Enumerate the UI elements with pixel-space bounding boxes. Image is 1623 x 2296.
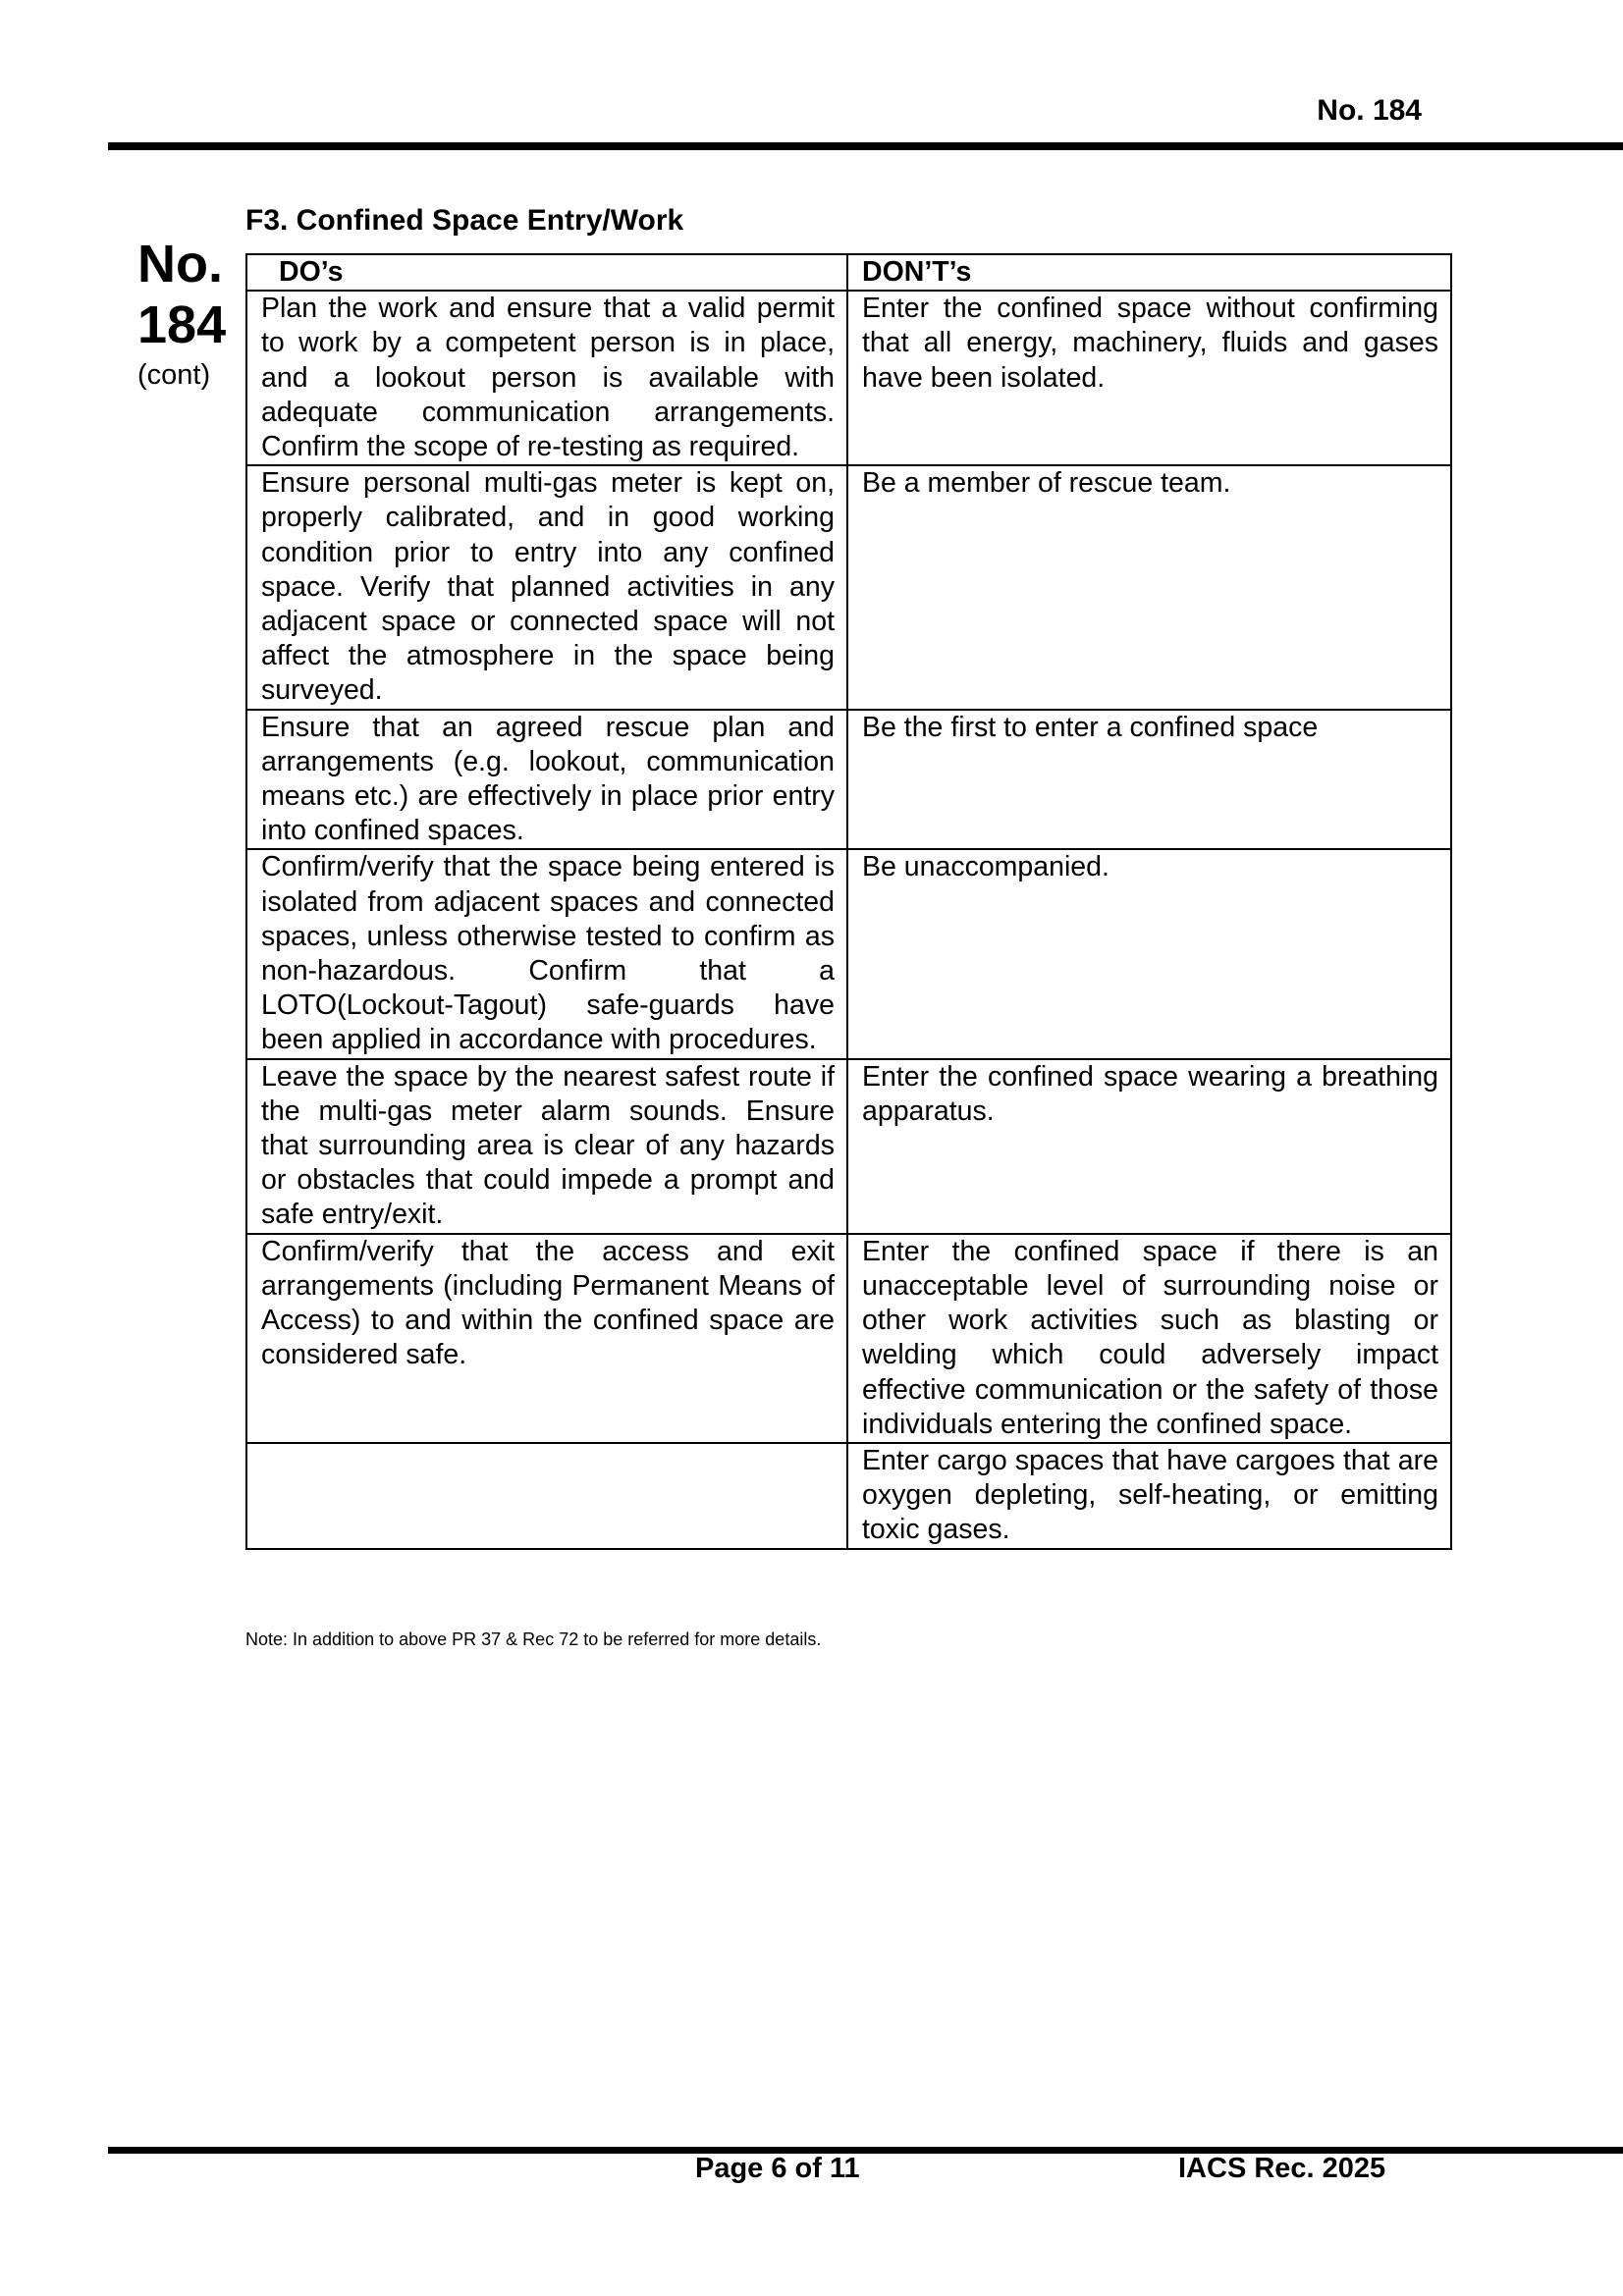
header-document-number: No. 184 <box>1317 94 1422 127</box>
dont-cell: Enter cargo spaces that have cargoes that are oxygen depleting, self-heating, or emitting toxic gases. <box>847 1443 1451 1549</box>
footnote: Note: In addition to above PR 37 & Rec 72 to be referred for more details. <box>245 1629 822 1649</box>
table-header-row <box>246 254 1451 291</box>
table-row <box>246 849 1451 1058</box>
do-cell-empty <box>246 1443 847 1549</box>
page-number: Page 6 of 11 <box>695 2153 860 2184</box>
table-row <box>246 1234 1451 1443</box>
table-row <box>246 465 1451 709</box>
dos-donts-table <box>245 253 1452 1550</box>
table-row <box>246 291 1451 465</box>
table-row <box>246 710 1451 850</box>
do-cell: Ensure personal multi-gas meter is kept on, properly calibrated, and in good working condition prior to entry into any confined space. Verify that planned activities in any adjacent space or connected space will not affect the atmosphere in the space being surveyed. <box>246 465 847 709</box>
dont-cell: Be a member of rescue team. <box>847 465 1451 709</box>
header-divider <box>108 142 1623 150</box>
side-label-cont: (cont) <box>137 359 211 391</box>
do-cell: Plan the work and ensure that a valid permit to work by a competent person is in place, and a lookout person is available with adequate communication arrangements. Confirm the scope of re-testing as required. <box>246 291 847 465</box>
do-cell: Confirm/verify that the access and exit arrangements (including Permanent Means of Access) to and within the confined space are considered safe. <box>246 1234 847 1443</box>
table-row <box>246 1059 1451 1234</box>
footer-divider <box>108 2147 1623 2154</box>
side-label-number: 184 <box>137 295 227 354</box>
do-cell: Leave the space by the nearest safest route if the multi-gas meter alarm sounds. Ensure that surrounding area is clear of any hazards or obstacles that could impede a prompt and safe entry/exit. <box>246 1059 847 1234</box>
dont-cell: Enter the confined space if there is an unacceptable level of surrounding noise or other work activities such as blasting or welding which could adversely impact effective communication or the safety of those individuals entering the confined space. <box>847 1234 1451 1443</box>
dont-cell: Be unaccompanied. <box>847 849 1451 1058</box>
do-cell: Confirm/verify that the space being entered is isolated from adjacent spaces and connected spaces, unless otherwise tested to confirm as non-hazardous. Confirm that a LOTO(Lockout-Tagout) safe-guards have been applied in accordance with procedures. <box>246 849 847 1058</box>
dont-cell: Enter the confined space without confirming that all energy, machinery, fluids and gases have been isolated. <box>847 291 1451 465</box>
do-cell: Ensure that an agreed rescue plan and arrangements (e.g. lookout, communication means etc.) are effectively in place prior entry into confined spaces. <box>246 710 847 850</box>
header-dos: DO’s <box>246 254 847 291</box>
header-donts: DON’T’s <box>847 254 1451 291</box>
section-title: F3. Confined Space Entry/Work <box>245 204 684 237</box>
footer-document-ref: IACS Rec. 2025 <box>1178 2153 1386 2184</box>
dont-cell: Enter the confined space wearing a breathing apparatus. <box>847 1059 1451 1234</box>
table-row <box>246 1443 1451 1549</box>
dont-cell: Be the first to enter a confined space <box>847 710 1451 850</box>
side-label <box>137 234 236 393</box>
side-label-no: No. <box>137 235 223 294</box>
